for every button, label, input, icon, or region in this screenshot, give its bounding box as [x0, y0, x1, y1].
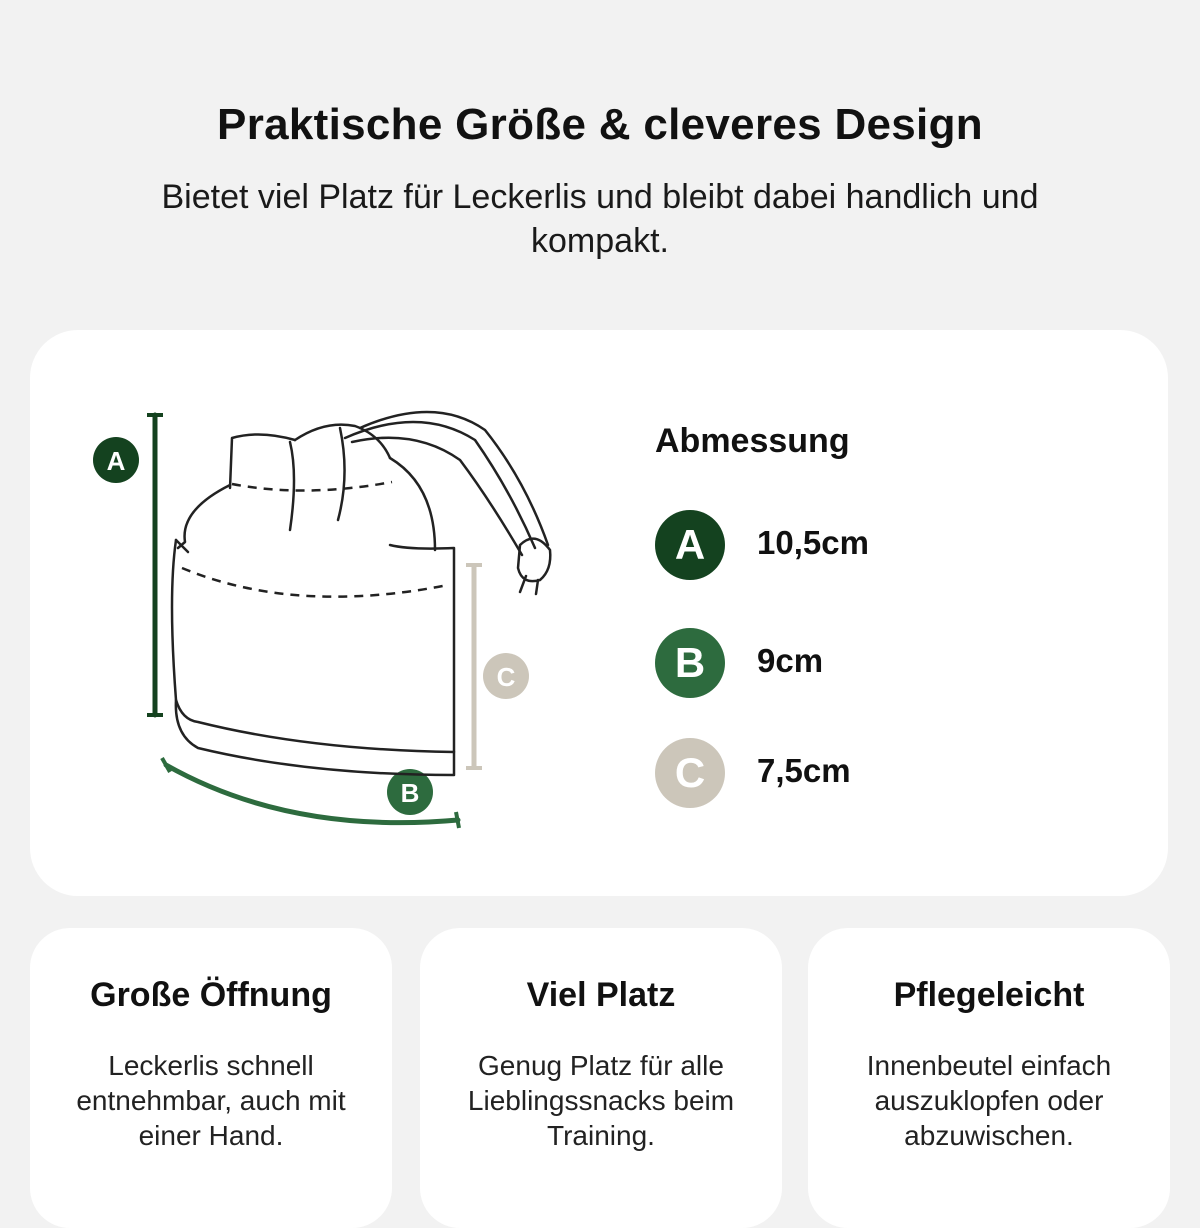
feature-card-space	[420, 928, 782, 1228]
upper-stitching	[232, 482, 392, 491]
feature-text: Genug Platz für alle Lieblingssnacks beim Training.	[467, 1050, 735, 1151]
dimensions-card	[30, 330, 1168, 896]
dimension-b-cap-right	[456, 812, 459, 828]
marker-b-label: B	[400, 778, 420, 808]
feature-card-opening	[30, 928, 392, 1228]
dimension-value-a: 10,5cm	[757, 524, 869, 561]
feature-text: Leckerlis schnell entnehmbar, auch mit einer Hand.	[76, 1050, 346, 1151]
feature-card-care	[808, 928, 1170, 1228]
drawstring-bag-icon	[90, 380, 590, 860]
feature-text: Innenbeutel einfach auszuklopfen oder abzuwischen.	[866, 1050, 1112, 1151]
marker-c-label: C	[496, 662, 516, 692]
dimension-value-b: 9cm	[757, 642, 824, 679]
feature-title: Viel Platz	[526, 976, 676, 1014]
dimension-badge-a: A	[655, 510, 725, 580]
dimension-value-c: 7,5cm	[757, 752, 851, 789]
dimensions-title: Abmessung	[655, 422, 850, 460]
page-subtitle: Bietet viel Platz für Leckerlis und bleibt dabei handlich und kompakt.	[161, 178, 1039, 260]
dimension-badge-b: B	[655, 628, 725, 698]
marker-a	[93, 437, 139, 483]
panel-stitching	[182, 568, 448, 597]
feature-title: Pflegeleicht	[893, 976, 1085, 1014]
marker-c	[483, 653, 529, 699]
bag-outline	[172, 412, 550, 775]
feature-title: Große Öffnung	[90, 976, 332, 1014]
marker-a-label: A	[106, 446, 126, 476]
page-title: Praktische Größe & cleveres Design	[217, 100, 983, 149]
dimension-badge-c: C	[655, 738, 725, 808]
